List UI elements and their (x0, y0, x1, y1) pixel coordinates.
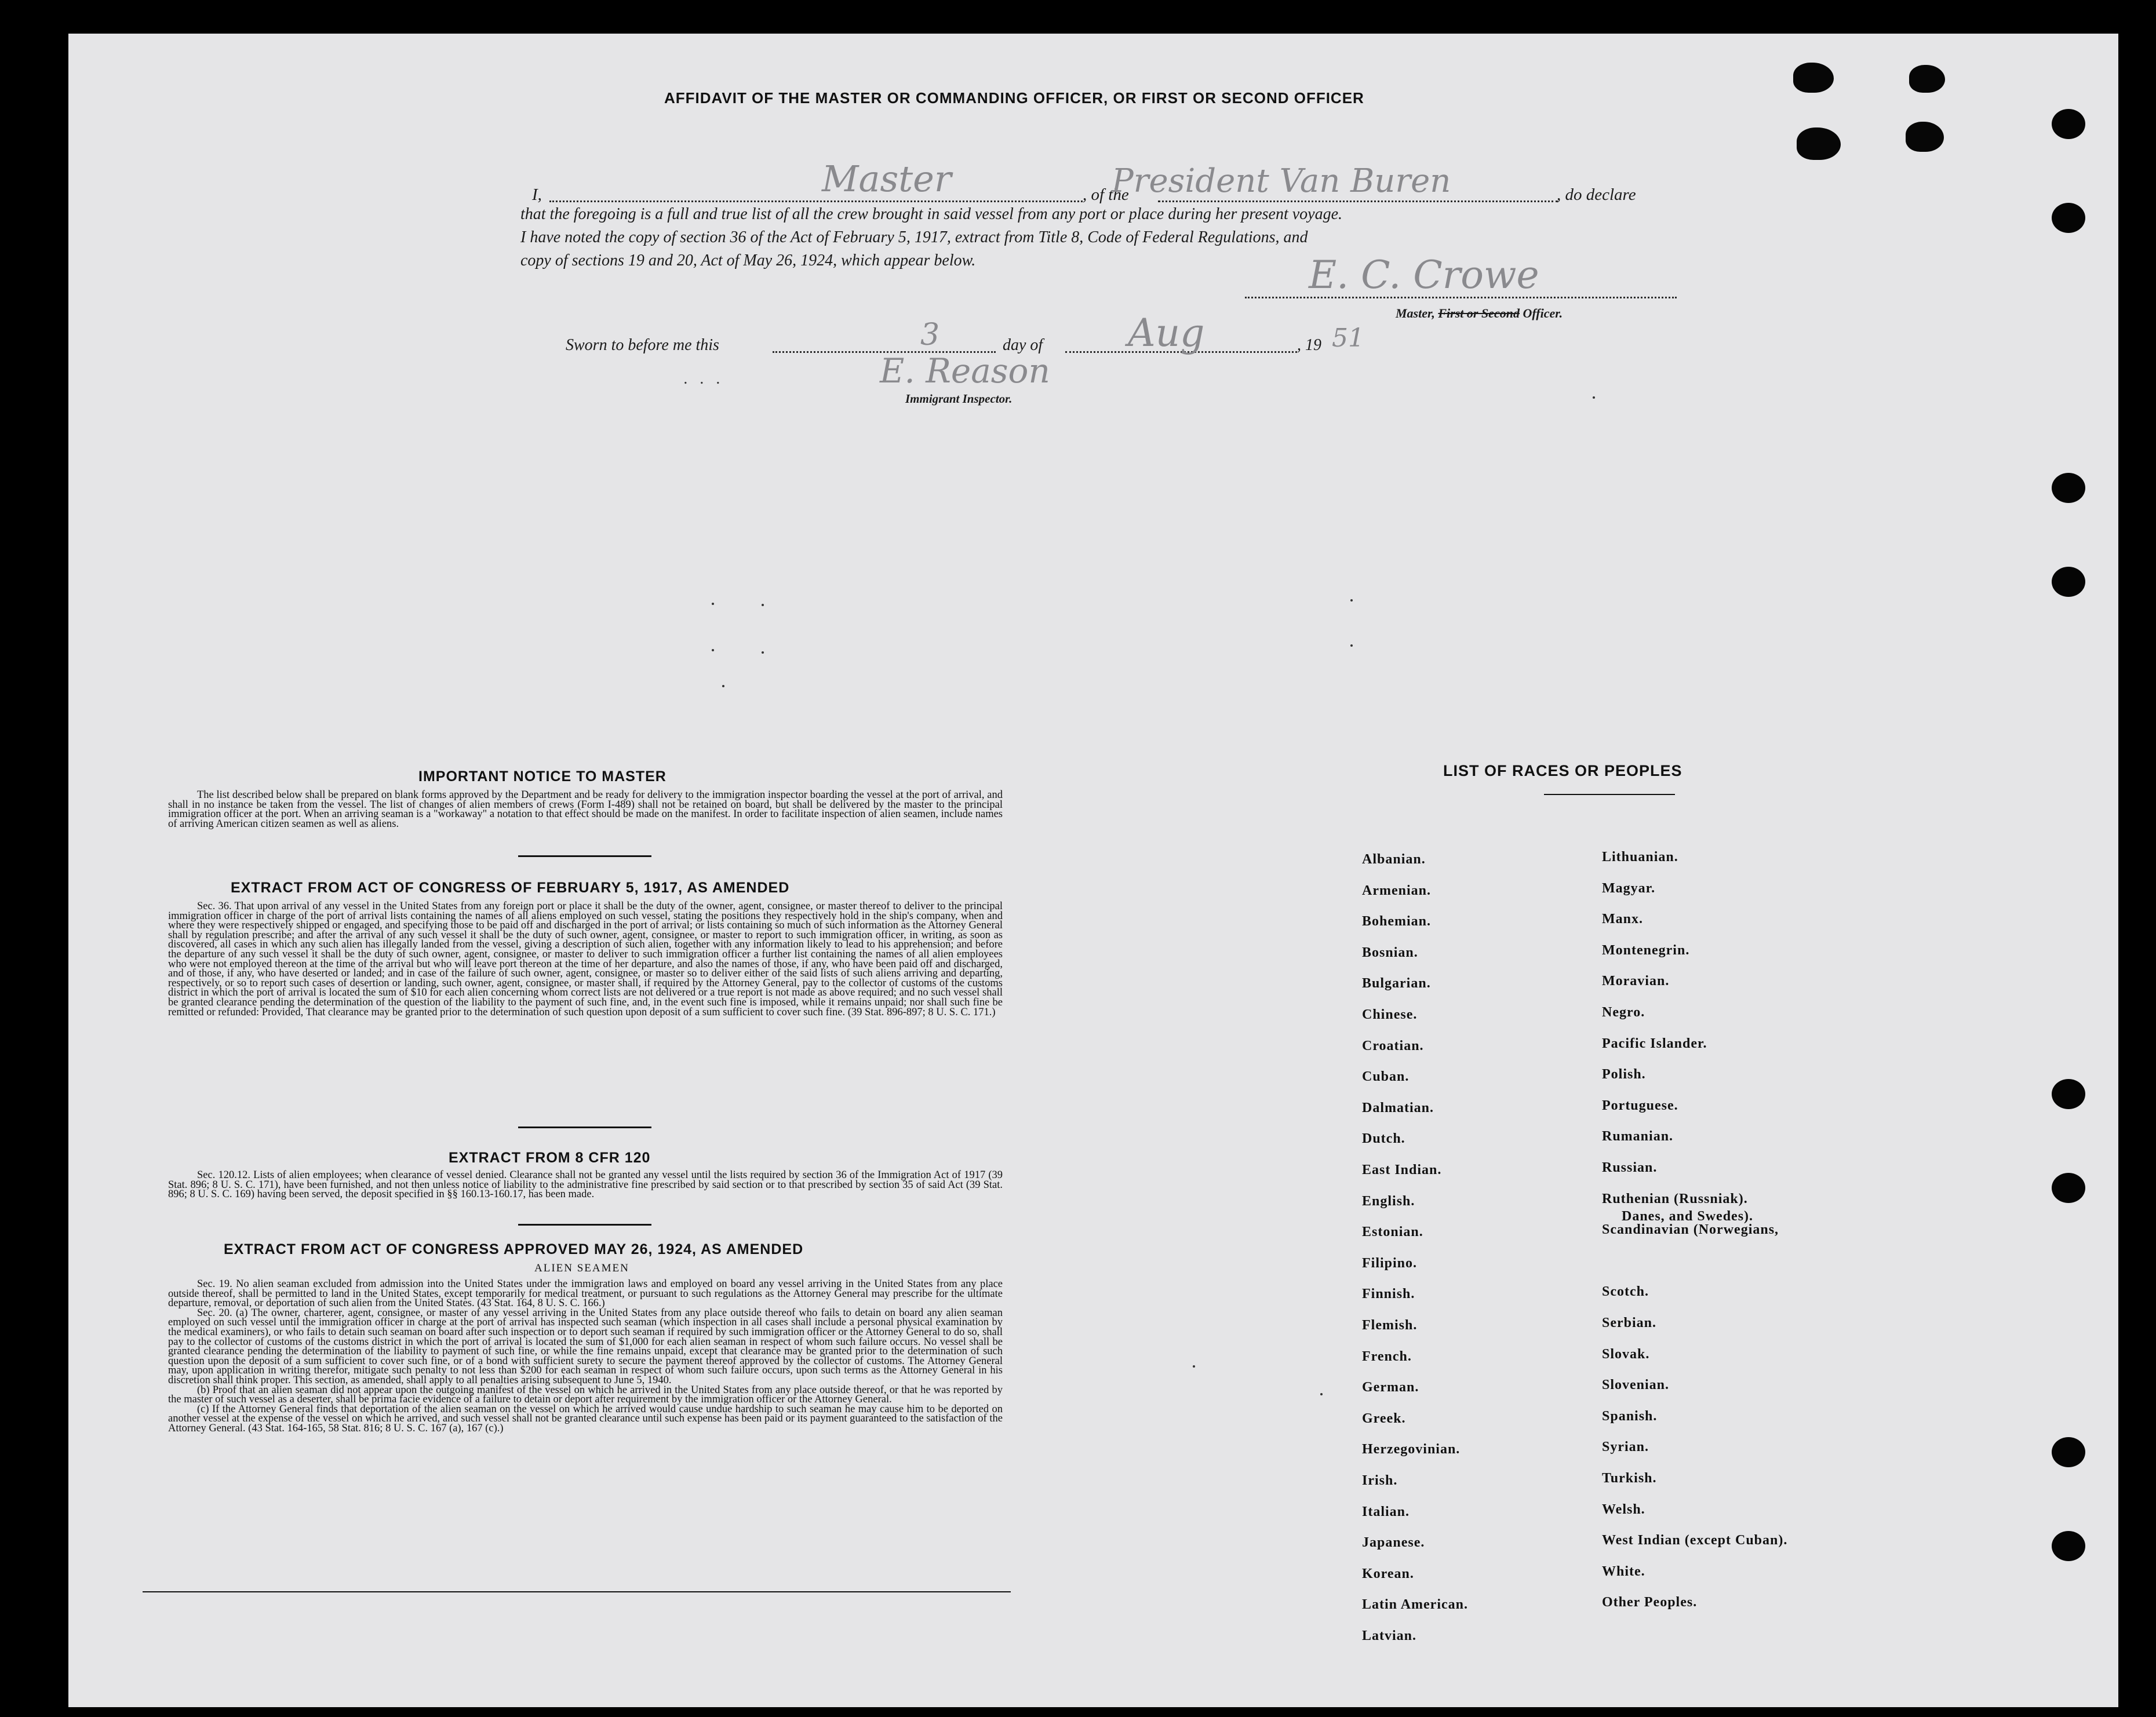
race-item: White. (1602, 1563, 1645, 1579)
affidavit-of-the: , of the (1083, 185, 1129, 204)
extract-1924-paragraph: (c) If the Attorney General finds that deportation of the alien seaman on the vessel on which he arrived would cause undue hardship to such seaman he may cause him to be deported on another vessel at the expense of the vessel on which he arrived, and such vessel shall not be granted clearance until such expense has been paid or its payment guaranteed to the satisfaction of the Attorney General. (43 Stat. 164-165, 58 Stat. 816; 8 U. S. C. 167 (a), 167 (c).) (168, 1403, 1003, 1434)
master-line (549, 201, 1083, 202)
extract-1917-text (168, 902, 1003, 1017)
race-item: Albanian. (1362, 852, 1426, 867)
race-item: Dutch. (1362, 1131, 1405, 1147)
handwritten-year: 51 (1332, 323, 1364, 353)
extract-cfr-heading: EXTRACT FROM 8 CFR 120 (449, 1150, 651, 1166)
races-heading: LIST OF RACES OR PEOPLES (1443, 762, 1682, 779)
race-item: Herzegovinian. (1362, 1442, 1461, 1457)
inspector-dots: . . . (684, 370, 720, 388)
inspector-label: Immigrant Inspector. (905, 392, 1013, 406)
extract-cfr-text (168, 1171, 1003, 1200)
ink-blot (1906, 122, 1944, 152)
punch-hole (2052, 567, 2085, 597)
race-item: Spanish. (1602, 1408, 1658, 1424)
extract-1924-heading: EXTRACT FROM ACT OF CONGRESS APPROVED MAY 26, 1924, AS AMENDED (224, 1241, 804, 1257)
race-item: Ruthenian (Russniak). (1602, 1191, 1748, 1206)
race-item: Slovak. (1602, 1346, 1650, 1362)
race-item: West Indian (except Cuban). (1602, 1533, 1788, 1548)
race-item: Estonian. (1362, 1224, 1423, 1240)
handwritten-inspector: E. Reason (880, 351, 1050, 391)
race-item: Other Peoples. (1602, 1595, 1698, 1610)
punch-hole (2052, 473, 2085, 503)
signature-label (1396, 306, 1563, 321)
extract-1924-subheading: ALIEN SEAMEN (534, 1262, 629, 1274)
notice-text (168, 790, 1003, 829)
affidavit-declare: , do declare (1557, 185, 1636, 204)
punch-hole (2052, 1531, 2085, 1561)
notice-paragraph: The list described below shall be prepared on blank forms approved by the Department and be ready for delivery to the immigration inspector boarding the vessel at the port of arrival, and shall in no instance be taken from the vessel. The list of changes of alien members of crews (Form I-489) shall not be retained on board, but shall be delivered by the master to the principal immigration officer at the port. When an arriving seaman is a "workaway" a notation to that effect should be made on the manifest. In order to facilitate inspection of alien seamen, include names of arriving American citizen seamen as well as aliens. (168, 789, 1003, 830)
race-item: Bohemian. (1362, 914, 1432, 929)
signature-label-master: Master, (1396, 306, 1435, 320)
speck (712, 649, 714, 651)
race-item: Lithuanian. (1602, 850, 1678, 865)
divider (518, 1127, 651, 1128)
notice-heading: IMPORTANT NOTICE TO MASTER (418, 768, 667, 785)
race-item: East Indian. (1362, 1162, 1442, 1178)
race-item: Danes, and Swedes). (1622, 1209, 1754, 1224)
speck (762, 604, 764, 606)
punch-hole (2052, 1079, 2085, 1109)
handwritten-master: Master (822, 158, 952, 200)
day-of-label: day of (1003, 336, 1043, 354)
race-item: Bosnian. (1362, 945, 1418, 960)
race-item: Italian. (1362, 1504, 1410, 1519)
race-item: Polish. (1602, 1067, 1646, 1082)
race-item: Syrian. (1602, 1439, 1649, 1455)
extract-1917-heading: EXTRACT FROM ACT OF CONGRESS OF FEBRUARY 5, 1917, AS AMENDED (231, 880, 790, 896)
speck (1593, 396, 1595, 399)
races-divider (1544, 794, 1675, 795)
race-item: Manx. (1602, 912, 1643, 927)
handwritten-vessel: President Van Buren (1112, 162, 1451, 200)
divider (518, 855, 651, 857)
race-item: Cuban. (1362, 1069, 1410, 1085)
vessel-line (1158, 201, 1558, 202)
handwritten-month: Aug (1128, 311, 1205, 355)
signature-label-officer: Officer. (1523, 306, 1563, 320)
race-item: Irish. (1362, 1473, 1398, 1488)
speck (762, 651, 764, 654)
extract-1924-paragraph: (b) Proof that an alien seaman did not appear upon the outgoing manifest of the vessel on which he arrived in the United States from any place outside thereof, or that he was reported by the master of such vessel as a deserter, shall be prima facie evidence of a failure to detain or deport after requirement by the immigration officer or the Attorney General. (168, 1384, 1003, 1406)
ink-blot (1797, 127, 1841, 160)
race-item: Portuguese. (1602, 1098, 1678, 1113)
race-item: Montenegrin. (1602, 942, 1690, 958)
race-item: Russian. (1602, 1160, 1658, 1175)
handwritten-day: 3 (920, 318, 940, 352)
race-item: English. (1362, 1193, 1415, 1209)
race-item: Magyar. (1602, 880, 1656, 896)
race-item: Greek. (1362, 1410, 1406, 1426)
affidavit-line-4: copy of sections 19 and 20, Act of May 26, 1924, which appear below. (520, 251, 976, 269)
race-item: Negro. (1602, 1005, 1645, 1020)
divider (518, 1224, 651, 1226)
extract-1924-paragraph: Sec. 20. (a) The owner, charterer, agent, consignee, or master of any vessel arriving in the United States from any place outside thereof who fails to detain on board any alien seaman employed on such vessel until the immigration officer in charge at the port of arrival has inspected such seaman (which inspection in all cases shall include a personal physical examination by the medical examiners), or who fails to detain such seaman on board after such inspection or to deport such seaman if required by such immigration officer or the Attorney General to do so, shall pay to the collector of customs of the customs district in which the port of arrival is located the sum of $1,000 for each alien seaman in respect of whom such failure occurs. No vessel shall be granted clearance pending the determination of the liability to payment of such fine, or while the fine remains unpaid, except that clearance may be granted prior to the determination of such question upon the deposit of a sum sufficient to cover such fine, or of a bond with sufficient surety to secure the payment thereof approved by the collector of customs. The Attorney General may, upon application in writing therefor, mitigate such penalty to not less than $200 for each seaman in respect of whom such failure occurs, upon such terms as the Attorney General in his discretion shall think proper. This section, as amended, shall apply to all penalties arising subsequent to June 5, 1940. (168, 1307, 1003, 1386)
sworn-label: Sworn to before me this (566, 336, 719, 354)
speck (1193, 1365, 1195, 1368)
document-page (68, 34, 2118, 1707)
race-item: Scotch. (1602, 1284, 1649, 1300)
race-item: Filipino. (1362, 1255, 1418, 1271)
bottom-rule (143, 1591, 1011, 1592)
extract-1917-paragraph: Sec. 36. That upon arrival of any vessel in the United States from any foreign port or place it shall be the duty of the owner, agent, consignee, or master thereof to deliver to the principal immigration officer in charge of the port of arrival lists containing the names of all aliens employed on such vessel, stating the positions they respectively hold in the ship's company, when and where they were respectively shipped or engaged, and specifying those to be paid off and discharged in the port of arrival; or lists containing so much of such information as the Attorney General shall by regulation prescribe; and after the arrival of any such vessel it shall be the duty of such owner, agent, consignee, or master to report to such immigration officer, in writing, as soon as discovered, all cases in which any such alien has illegally landed from the vessel, giving a description of such alien, together with any information likely to lead to his apprehension; and before the departure of any such vessel it shall be the duty of such owner, agent, consignee, or master to deliver to such immigration officer a further list containing the names of all alien employees who were not employed thereon at the time of the arrival but who will leave port thereon at the time of her departure, and also the names of those, if any, who have been paid off and discharged, and of those, if any, who have deserted or landed; and in case of the failure of such owner, agent, consignee, or master so to deliver either of the said lists of such aliens arriving and departing, respectively, or so to report such cases of desertion or landing, such owner, agent, consignee, or master shall, if required by the Attorney General, pay to the collector of customs of the customs district in which the port of arrival is located the sum of $10 for each alien concerning whom correct lists are not delivered or a true report is not made as above required; and no such vessel shall be granted clearance pending the determination of the question of the liability to the payment of such fine, and, in the event such fine is imposed, while it remains unpaid; nor shall such fine be remitted or refunded: Provided, That clearance may be granted prior to the determination of such question upon deposit of a sum sufficient to cover such fine. (39 Stat. 896-897; 8 U. S. C. 171.) (168, 901, 1003, 1018)
extract-1924-text (168, 1279, 1003, 1434)
punch-hole (2052, 109, 2085, 139)
race-item: Bulgarian. (1362, 976, 1431, 991)
race-item: Pacific Islander. (1602, 1036, 1707, 1051)
race-item: Serbian. (1602, 1315, 1657, 1330)
affidavit-title: AFFIDAVIT OF THE MASTER OR COMMANDING OFFICER, OR FIRST OR SECOND OFFICER (664, 89, 1364, 107)
race-item: Slovenian. (1602, 1377, 1670, 1393)
signature-line (1245, 297, 1677, 298)
handwritten-signature: E. C. Crowe (1309, 253, 1539, 297)
punch-hole (2052, 1437, 2085, 1467)
speck (1350, 599, 1353, 602)
race-item: Turkish. (1602, 1471, 1657, 1486)
speck (722, 685, 724, 687)
race-item: Moravian. (1602, 974, 1670, 989)
extract-cfr-paragraph: Sec. 120.12. Lists of alien employees; when clearance of vessel denied. Clearance shall not be granted any vessel until the lists required by section 36 of the Immigration Act of 1917 (39 Stat. 896; 8 U. S. C. 171), have been furnished, and not then unless notice of liability to the administrative fine prescribed by said section or to that prescribed by section 35 of said Act (39 Stat. 896; 8 U. S. C. 169) having been served, the deposit specified in §§ 160.13-160.17, has been made. (168, 1169, 1003, 1201)
race-item: Scandinavian (Norwegians, (1602, 1222, 1779, 1238)
punch-hole (2052, 1173, 2085, 1203)
race-item: French. (1362, 1348, 1412, 1364)
extract-1924-paragraph: Sec. 19. No alien seaman excluded from admission into the United States under the immigration laws and employed on board any vessel arriving in the United States from any place outside thereof, shall be permitted to land in the United States, except temporarily for medical treatment, or pursuant to such regulations as the Attorney General may prescribe for the ultimate departure, removal, or deportation of such alien from the United States. (43 Stat. 164, 8 U. S. C. 166.) (168, 1278, 1003, 1310)
ink-blot (1909, 65, 1945, 93)
affidavit-line-3: I have noted the copy of section 36 of the Act of February 5, 1917, extract from Title 8, Code of Federal Regulations, and (520, 228, 1308, 246)
race-item: Chinese. (1362, 1007, 1418, 1022)
affidavit-line-2: that the foregoing is a full and true list of all the crew brought in said vessel from any port or place during her present voyage. (520, 205, 1343, 223)
affidavit-i: I, (532, 185, 542, 204)
race-item: Flemish. (1362, 1318, 1418, 1333)
race-item: Finnish. (1362, 1286, 1415, 1302)
race-item: Dalmatian. (1362, 1100, 1434, 1115)
race-item: Croatian. (1362, 1038, 1424, 1053)
speck (1320, 1393, 1323, 1395)
ink-blot (1793, 63, 1834, 93)
race-item: Rumanian. (1602, 1129, 1674, 1144)
race-item: Japanese. (1362, 1535, 1425, 1551)
race-item: Latvian. (1362, 1628, 1417, 1643)
race-item: Latin American. (1362, 1597, 1468, 1613)
speck (712, 603, 714, 605)
signature-label-struck: First or Second (1438, 306, 1520, 320)
punch-hole (2052, 203, 2085, 233)
race-item: Welsh. (1602, 1501, 1645, 1517)
race-item: Korean. (1362, 1566, 1414, 1581)
race-item: German. (1362, 1380, 1419, 1395)
year-prefix: , 19 (1297, 336, 1321, 354)
race-item: Armenian. (1362, 883, 1431, 898)
speck (1350, 644, 1353, 647)
